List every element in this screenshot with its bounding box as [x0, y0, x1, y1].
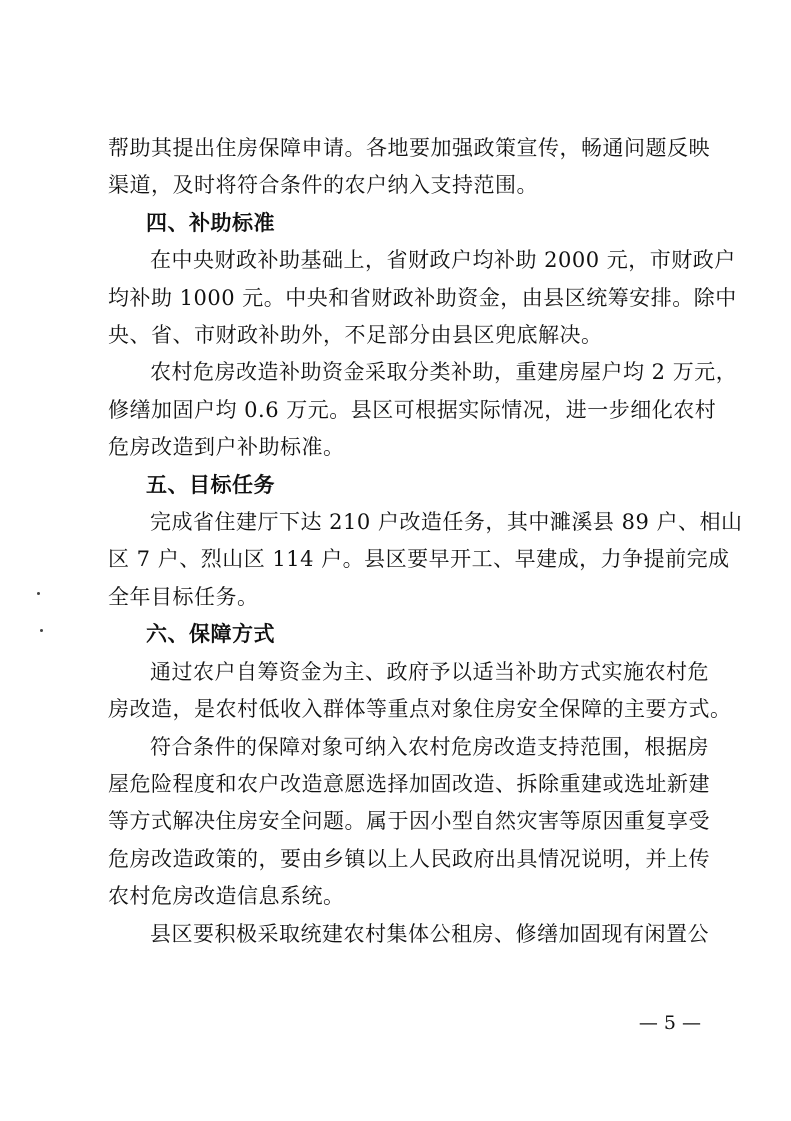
paragraph: [108, 242, 737, 354]
text-line: 屋危险程度和农户改造意愿选择加固改造、拆除重建或选址新建: [108, 771, 710, 796]
page-number: — 5 —: [638, 1012, 701, 1034]
section-heading: [108, 205, 708, 242]
scan-speck: [37, 592, 40, 595]
paragraph: [108, 354, 738, 466]
text-line: 央、省、市财政补助外，不足部分由县区兜底解决。: [108, 323, 603, 348]
text-line: 农村危房改造补助资金采取分类补助，重建房屋户均 2 万元，: [150, 360, 738, 385]
paragraph: [108, 916, 708, 953]
text-line: 在中央财政补助基础上，省财政户均补助 2000 元，市财政户: [150, 248, 736, 273]
text-line: 渠道，及时将符合条件的农户纳入支持范围。: [108, 173, 538, 198]
text-line: 五、目标任务: [146, 472, 275, 497]
section-heading: [108, 467, 708, 504]
text-line: 危房改造政策的，要由乡镇以上人民政府出具情况说明，并上传: [108, 846, 710, 871]
text-line: 完成省住建厅下达 210 户改造任务，其中濉溪县 89 户、相山: [150, 510, 743, 535]
text-line: 县区要积极采取统建农村集体公租房、修缮加固现有闲置公: [150, 921, 709, 946]
text-line: 符合条件的保障对象可纳入农村危房改造支持范围，根据房: [150, 734, 709, 759]
text-line: 四、补助标准: [146, 210, 275, 235]
section-heading: [108, 616, 708, 653]
text-line: 帮助其提出住房保障申请。各地要加强政策宣传，畅通问题反映: [108, 136, 710, 160]
text-line: 等方式解决住房安全问题。属于因小型自然灾害等原因重复享受: [108, 809, 710, 834]
text-line: 房改造，是农村低收入群体等重点对象住房安全保障的主要方式。: [108, 697, 732, 722]
paragraph: [108, 130, 708, 205]
text-line: 农村危房改造信息系统。: [108, 884, 345, 909]
paragraph: [108, 729, 708, 916]
paragraph: [108, 654, 732, 729]
paragraph: [108, 504, 743, 616]
text-line: 区 7 户、烈山区 114 户。县区要早开工、早建成，力争提前完成: [108, 547, 730, 572]
text-line: 六、保障方式: [146, 622, 275, 647]
text-line: 危房改造到户补助标准。: [108, 435, 345, 460]
document-body: [108, 130, 743, 953]
text-line: 均补助 1000 元。中央和省财政补助资金，由县区统筹安排。除中: [108, 285, 737, 310]
text-line: 修缮加固户均 0.6 万元。县区可根据实际情况，进一步细化农村: [108, 397, 717, 422]
text-line: 通过农户自筹资金为主、政府予以适当补助方式实施农村危: [150, 659, 709, 684]
text-line: 全年目标任务。: [108, 584, 259, 609]
scan-speck: [40, 629, 43, 632]
